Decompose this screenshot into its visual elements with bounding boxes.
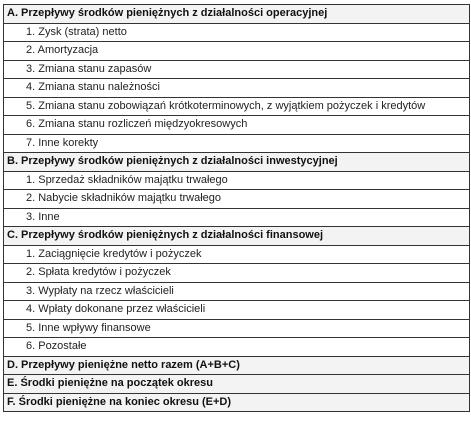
table-row [4,190,470,209]
row-label: 1. Sprzedaż składników majątku trwałego [4,171,470,190]
table-row [4,301,470,320]
row-label: 6. Pozostałe [4,338,470,357]
table-row [4,245,470,264]
table-row [4,97,470,116]
row-label: 5. Inne wpływy finansowe [4,319,470,338]
table-row [4,23,470,42]
table-row [4,264,470,283]
table-row [4,171,470,190]
row-label: 4. Zmiana stanu należności [4,79,470,98]
section-row-d [4,356,470,375]
row-label: 5. Zmiana stanu zobowiązań krótkoterminowych, z wyjątkiem pożyczek i kredytów [4,97,470,116]
section-row-b [4,153,470,172]
section-row-c [4,227,470,246]
row-label: 3. Wypłaty na rzecz właścicieli [4,282,470,301]
table-row [4,116,470,135]
row-label: 6. Zmiana stanu rozliczeń międzyokresowych [4,116,470,135]
section-heading-b: B. Przepływy środków pieniężnych z działalności inwestycyjnej [4,153,470,172]
row-label: 2. Nabycie składników majątku trwałego [4,190,470,209]
table-row [4,338,470,357]
section-heading-f: F. Środki pieniężne na koniec okresu (E+D) [4,393,470,412]
row-label: 1. Zysk (strata) netto [4,23,470,42]
row-label: 2. Spłata kredytów i pożyczek [4,264,470,283]
row-label: 1. Zaciągnięcie kredytów i pożyczek [4,245,470,264]
row-label: 7. Inne korekty [4,134,470,153]
table-row [4,134,470,153]
section-row-a [4,5,470,24]
row-label: 3. Zmiana stanu zapasów [4,60,470,79]
section-heading-e: E. Środki pieniężne na początek okresu [4,375,470,394]
table-row [4,319,470,338]
section-heading-a: A. Przepływy środków pieniężnych z działalności operacyjnej [4,5,470,24]
row-label: 4. Wpłaty dokonane przez właścicieli [4,301,470,320]
row-label: 3. Inne [4,208,470,227]
table-row [4,282,470,301]
section-heading-c: C. Przepływy środków pieniężnych z działalności finansowej [4,227,470,246]
section-heading-d: D. Przepływy pieniężne netto razem (A+B+C) [4,356,470,375]
cash-flow-table [3,4,470,412]
section-row-e [4,375,470,394]
table-row [4,60,470,79]
table-row [4,79,470,98]
table-row [4,42,470,61]
section-row-f [4,393,470,412]
row-label: 2. Amortyzacja [4,42,470,61]
table-row [4,208,470,227]
cash-flow-table-body [4,5,470,412]
